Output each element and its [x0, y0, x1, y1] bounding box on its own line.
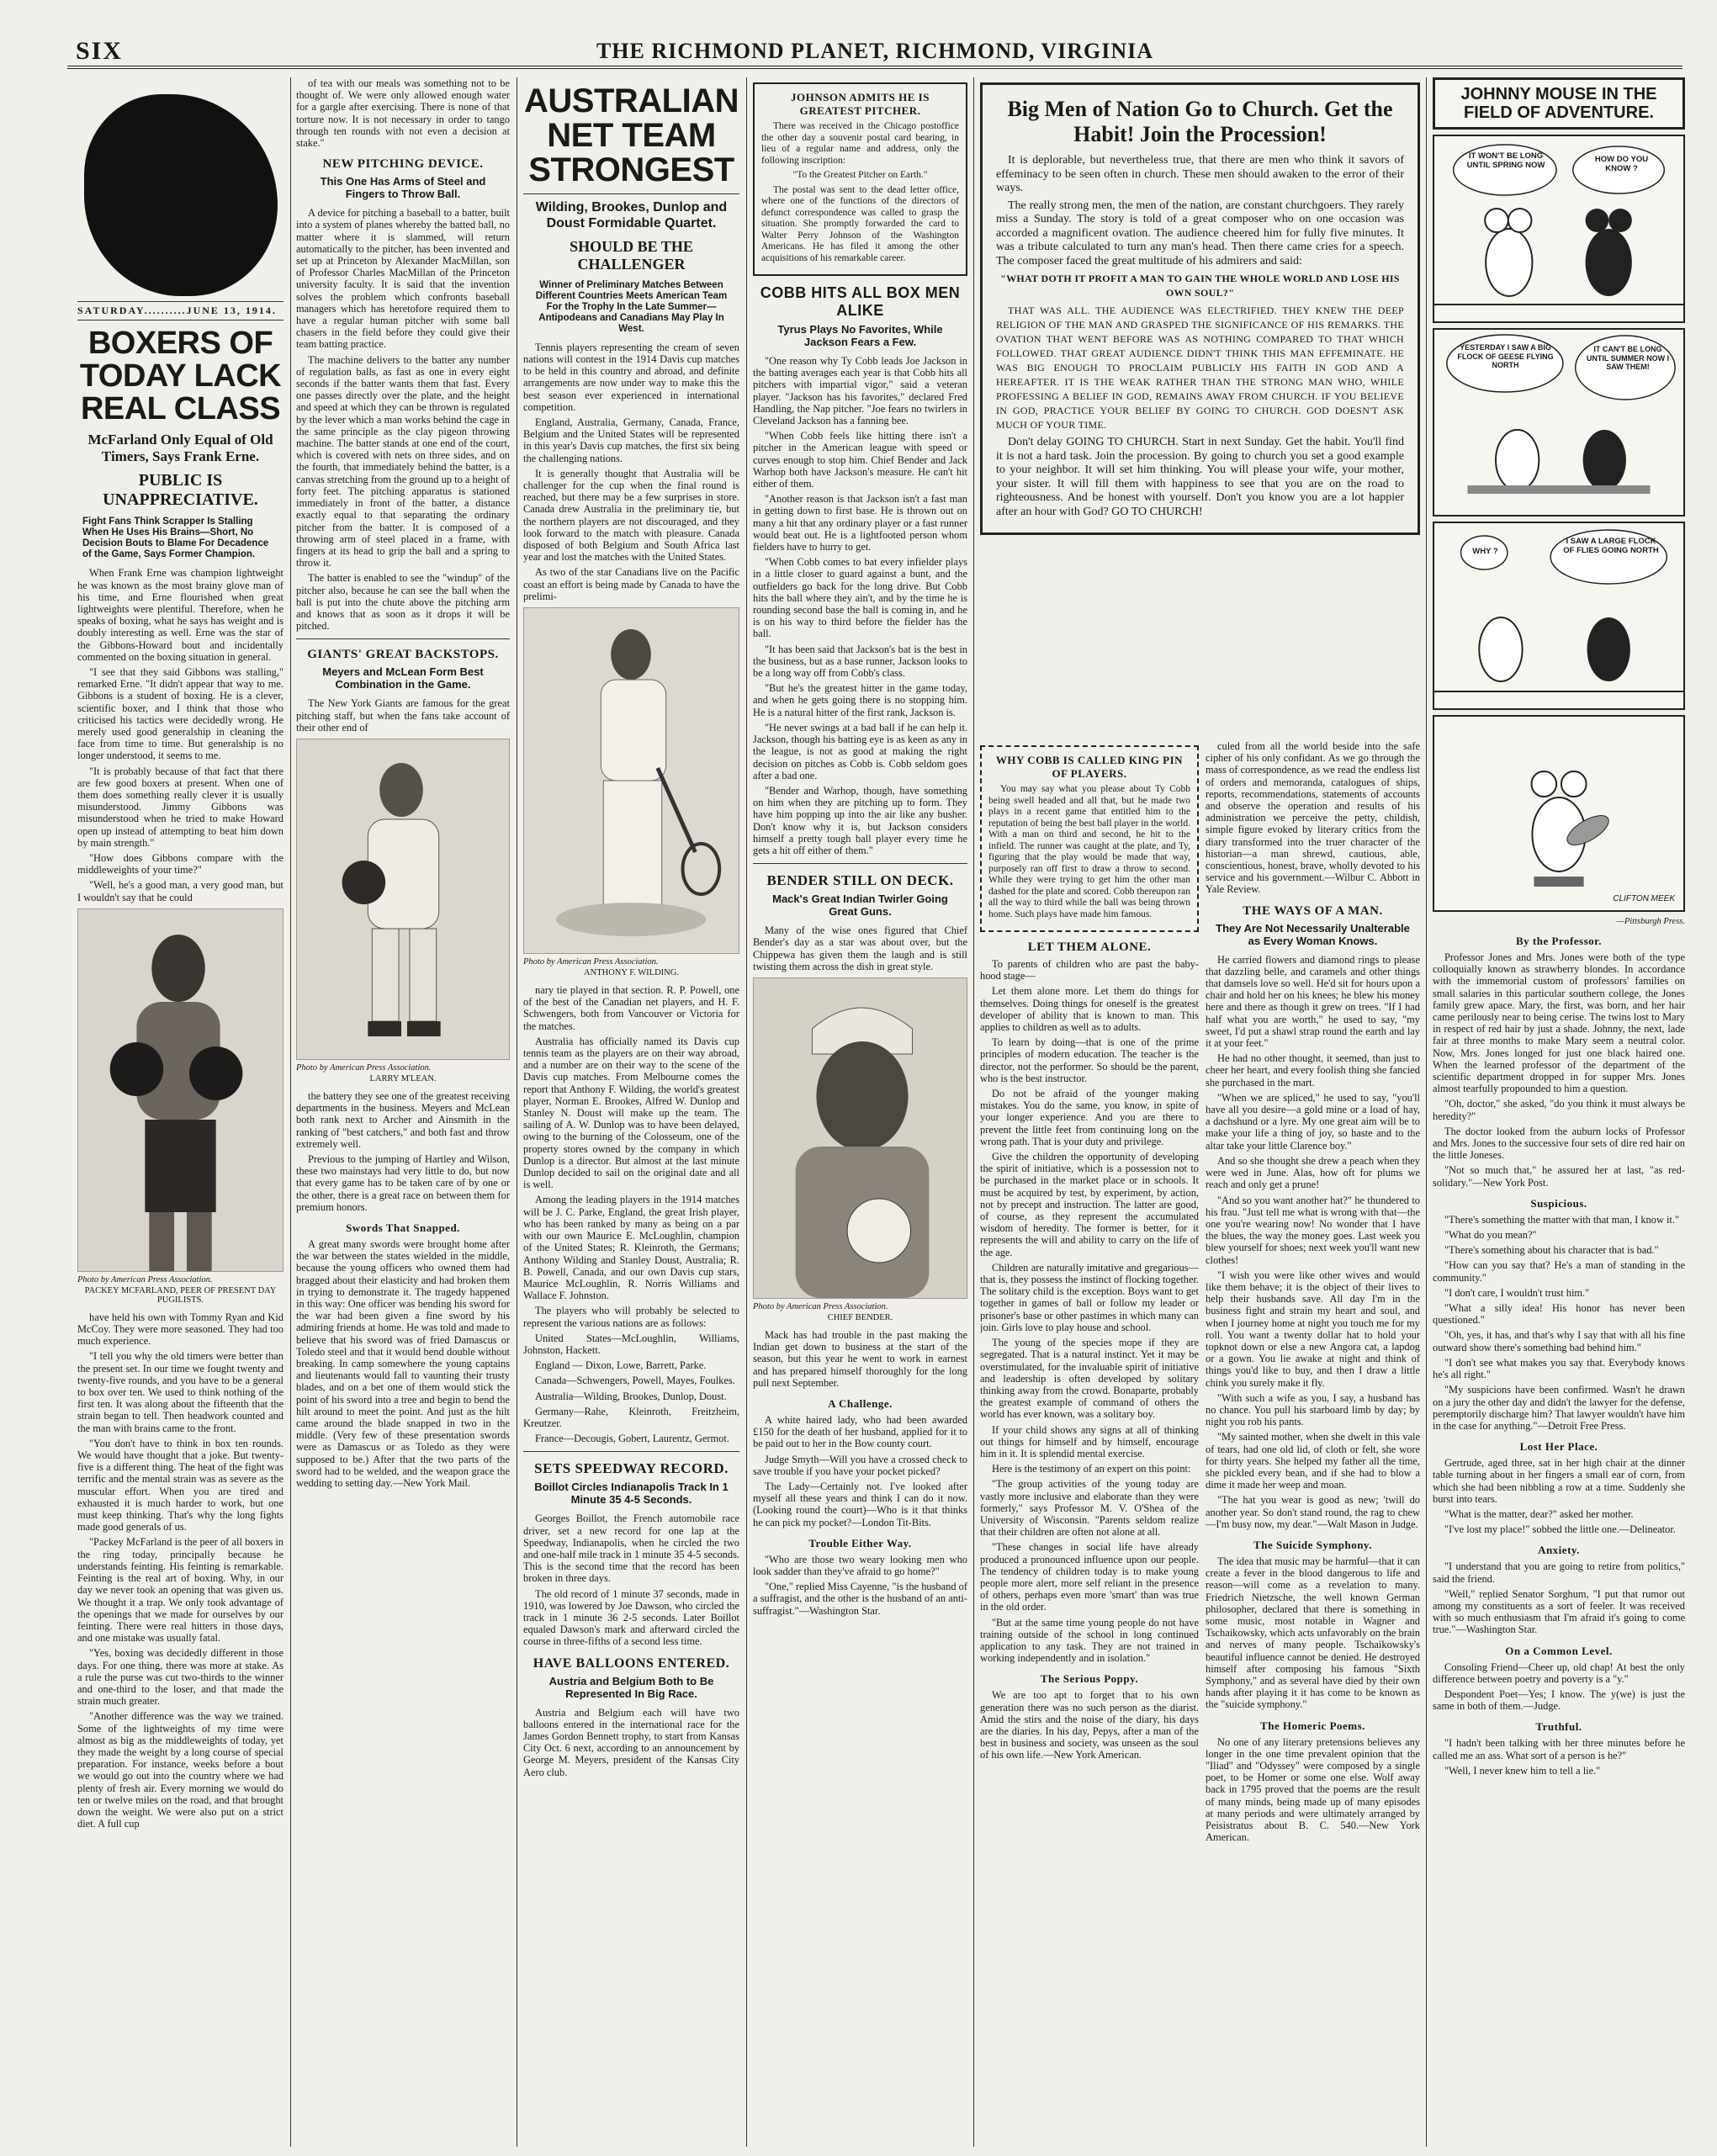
paragraph: "How does Gibbons compare with the middleweights of your time?"	[77, 852, 284, 877]
paragraph: A device for pitching a baseball to a batter, built into a system of planes whereby the batted ball, no matter where it is slammed, will return automatically to the pitcher, has been invented and set up at Princeton by Alexander MacMillan, son of Professor Charles MacMillan of the Princeton university faculty. It is said that the invention solves the problem which confronts baseball managers which has heretofore required them to have a regular human pitcher with some ball chasers in the field before they could give their team batting practice.	[296, 207, 510, 351]
column-rule	[973, 77, 974, 2147]
photo-credit: Photo by American Press Association.	[523, 957, 659, 967]
tennis-player-figure	[524, 608, 739, 953]
headline-australian: AUSTRALIAN NET TEAM STRONGEST	[523, 84, 739, 194]
masthead	[67, 37, 1683, 69]
headline-anxiety: Anxiety.	[1538, 1544, 1580, 1557]
paragraph: Georges Boillot, the French automobile race driver, set a new record for one lap at the Speedway, Indianapolis, when he circled the two and one-half mile track in 1 minute 35 4-5 seconds. This is the second time that the record has been broken in three days.	[523, 1512, 739, 1585]
paragraph: "I don't care, I wouldn't trust him."	[1444, 1286, 1590, 1299]
deck-speedway: Boillot Circles Indianapolis Track In 1 Minute 35 4-5 Seconds.	[534, 1481, 729, 1507]
paragraph: "It has been said that Jackson's bat is the best in the business, but as a base runner, Jackson looks to be a long way off from Cobb's class.	[753, 643, 967, 680]
photo-credit: Photo by American Press Association.	[296, 1062, 432, 1073]
paragraph: "I hadn't been talking with her three minutes before he called me an ass. What sort of a person is he?"	[1433, 1737, 1685, 1761]
paragraph: "And so you want another hat?" he thundered to his frau. "Just tell me what is wrong with that—the one you're wearing now! No wonder that I have the blues, the way the money goes. Last week you blew yourself for shoes; next week you'll want new clothes!	[1206, 1194, 1420, 1266]
artist-signature: CLIFTON MEEK	[1613, 894, 1675, 903]
paragraph: The postal was sent to the dead letter office, where one of the functions of the directors of defunct correspondence was called to grasp the situation. She promptly forwarded the card to Walter Perry Johnson of the Washington Americans. He has filed it among the other acquisitions of his remarkable career.	[761, 184, 959, 263]
paragraph: It is deplorable, but nevertheless true, that there are men who think it savors of effeminacy to be seen often in church. These men should awaken to the error of their ways.	[996, 154, 1404, 194]
paragraph: "But he's the greatest hitter in the game today, and when he gets going there is no stopping him. He is a natural hitter of the first rank, Jackson is.	[753, 682, 967, 718]
paragraph: "Well, he's a good man, a very good man, but I wouldn't say that he could	[77, 879, 284, 903]
box-cobb-kingpin	[980, 745, 1199, 932]
paragraph: The Lady—Certainly not. I've looked after myself all these years and think I can do it now. (Looking round the court)—Who is it that thinks he can pick my pocket?—London Tit-Bits.	[753, 1480, 967, 1528]
dateline: SATURDAY..........JUNE 13, 1914.	[77, 301, 284, 320]
paragraph: THAT WAS ALL. THE AUDIENCE WAS ELECTRIFIED. THEY KNEW THE DEEP RELIGION OF THE MAN AND GRASPED THE SIGNIFICANCE OF HIS REMARKS. THE OVATION THAT WENT BEFORE WAS AS NOTHING COMPARED TO THAT WHICH FOLLOWED. THAT GREAT AUDIENCE DIDN'T THINK THIS MAN EFFEMINATE. HE WAS BIG ENOUGH TO PROCLAIM PUBLICLY HIS FAITH IN GOD AND A HEREAFTER. IT IS THE WEAK RATHER THAN THE STRONG MAN WHO, WHILE PROFESSING A BELIEF IN GOD, REMAINS AWAY FROM CHURCH. IF YOU BELIEVE IN GOD, PRACTICE YOUR BELIEF BY GOING TO CHURCH. GOD DOESN'T ASK MUCH OF YOUR TIME.	[996, 305, 1404, 431]
headline-speedway: SETS SPEEDWAY RECORD.	[534, 1460, 729, 1477]
column-7	[1433, 77, 1685, 2147]
headline-church: Big Men of Nation Go to Church. Get the Habit! Join the Procession!	[1007, 97, 1393, 146]
paragraph: "How can you say that? He's a man of standing in the community."	[1433, 1259, 1685, 1284]
paragraph: To learn by doing—that is one of the prime principles of modern education. The teacher is the director, not the performer. So should be the parent, who is the best instructor.	[980, 1036, 1199, 1084]
paragraph: "What do you mean?"	[1444, 1229, 1537, 1242]
paragraph: "One," replied Miss Cayenne, "is the husband of a suffragist, and the other is the husband of an anti-suffragist."—Washington Star.	[753, 1581, 967, 1617]
paragraph: You may say what you please about Ty Cobb being swell headed and all that, but he made two plays in a recent game that entitled him to the reputation of being the best ball player in the world. With a man on third and second, he hit to the infield. The runner was caught at the plate, and Ty, figuring that the play would be made that way, purposely ran off first to draw a throw to second. While they were trying to get him the other man dashed for the plate and scored. Cobb thereupon ran all the way to third while the ball was being thrown home. Such plays have made him famous.	[988, 784, 1190, 919]
headline-poppy: The Serious Poppy.	[1040, 1672, 1139, 1686]
paragraph: "The hat you wear is good as new; 'twill do another year. So don't stand round, the rag to chew—I'm busy now, my dear."—Walt Mason in Judge.	[1206, 1494, 1420, 1530]
deck-cobb: Tyrus Plays No Favorites, While Jackson Fears a Few.	[777, 323, 943, 348]
paragraph: "Not so much that," he assured her at last, "as red-solidary."—New York Post.	[1433, 1164, 1685, 1189]
comic-panel-4	[1433, 715, 1685, 912]
paragraph: Gertrude, aged three, sat in her high chair at the dinner table turning about in her fingers a small ear of corn, from which she had been nibbling a row at a time. Suddenly she burst into tears.	[1433, 1457, 1685, 1505]
paragraph: He had no other thought, it seemed, than just to cheer her heart, and every foolish thing she fancied she purchased in the mart.	[1206, 1052, 1420, 1089]
paragraph: The New York Giants are famous for the great pitching staff, but when the fans take account of their other end of	[296, 697, 510, 734]
speech-bubble: YESTERDAY I SAW A BIG FLOCK OF GEESE FLYING NORTH	[1457, 343, 1554, 369]
deck-boxers-2: PUBLIC IS UNAPPRECIATIVE.	[103, 471, 258, 510]
paragraph: Professor Jones and Mrs. Jones were both of the type colloquially known as strawberry blondes. In accordance with the immemorial custom of professors' families on small salaries in this particular southern college, the Jones family grew apace. Mary, the first, was born, and her hair came perilously near to being cerise. The twins lost to Mary in respect of red hair by just a shade. Johnny, the next, lade fair at three months to make Mary seem a neutral color. Now, Mrs. Jones longed for just one black haired one. When the learned professor of the department of the scientific department dropped in for supper Mrs. Jones almost tearfully propounded to him a question.	[1433, 951, 1685, 1095]
paragraph: "What is the matter, dear?" asked her mother.	[1444, 1507, 1634, 1520]
headline-lost-place: Lost Her Place.	[1519, 1440, 1598, 1454]
paragraph: the battery they see one of the greatest receiving departments in the business. Meyers and McLean both rank next to Archer and Ainsmith in the ranking of "best catchers," and both fast and throw extremely well.	[296, 1089, 510, 1150]
headline-bender: BENDER STILL ON DECK.	[766, 872, 954, 889]
paragraph: The players who will probably be selected to represent the various nations are as follows:	[523, 1305, 739, 1329]
deck-australian-2: SHOULD BE THE CHALLENGER	[570, 238, 693, 273]
paragraph: Canada—Schwengers, Powell, Mayes, Foulkes.	[535, 1375, 735, 1387]
deck-bender: Mack's Great Indian Twirler Going Great Guns.	[772, 893, 948, 919]
deck-boxers-1: McFarland Only Equal of Old Timers, Says Frank Erne.	[87, 432, 273, 464]
divider	[753, 863, 967, 864]
paragraph: A white haired lady, who had been awarded £150 for the death of her husband, applied for it to be paid out to her in the Bow county court.	[753, 1413, 967, 1450]
paragraph: "With such a wife as you, I say, a husband has no chance. You pull his starboard limb by day; by night you rob his pants.	[1206, 1391, 1420, 1428]
paragraph: "The group activities of the young today are vastly more inclusive and elaborate than they were formerly," says Professor M. V. O'Shea of the University of Wisconsin. "Parents seldom realize that their children are often not alone at all.	[980, 1478, 1199, 1539]
newspaper-title: THE RICHMOND PLANET, RICHMOND, VIRGINIA	[596, 39, 1154, 63]
headline-balloons: HAVE BALLOONS ENTERED.	[533, 1655, 730, 1671]
paragraph: "There's something about his character that is bad."	[1444, 1244, 1659, 1257]
paragraph: "My sainted mother, when she dwelt in this vale of tears, had one old lid, of cloth or felt, she wore for thirty years. She helped my father all the time, she pickled every bean, and if she had to blow a dime it made her weep and moan.	[1206, 1431, 1420, 1491]
paragraph: England — Dixon, Lowe, Barrett, Parke.	[535, 1359, 707, 1372]
deck-australian-3: Winner of Preliminary Matches Between Different Countries Meets American Team For the Trophy In the Late Summer—Antipodeans and Canadians May Play In West.	[535, 279, 728, 334]
boxer-figure	[78, 909, 283, 1271]
speech-bubble: I SAW A LARGE FLOCK OF FLIES GOING NORTH	[1563, 537, 1659, 555]
headline-common-level: On a Common Level.	[1505, 1644, 1613, 1657]
paragraph: "Well," replied Senator Sorghum, "I put that rumor out among my constituents as a sort of feeler. It was received with so much enthusiasm that I'm afraid it's going to come true."—Washington Star.	[1433, 1587, 1685, 1636]
paragraph: "What a silly idea! His honor has never been questioned."	[1433, 1302, 1685, 1327]
headline-suspicious: Suspicious.	[1530, 1196, 1587, 1210]
photo-caption: CHIEF BENDER.	[827, 1312, 893, 1322]
photo-mcfarland	[77, 908, 284, 1272]
photo-caption: ANTHONY F. WILDING.	[584, 968, 679, 978]
column-3	[523, 77, 739, 2147]
speech-bubble: IT WON'T BE LONG UNTIL SPRING NOW	[1466, 151, 1545, 170]
paragraph: Don't delay GOING TO CHURCH. Start in next Sunday. Get the habit. You'll find it is not a hard task. Join the procession. By going to church you set a good example to your neighbor. It will set him thinking. You will please your wife, your mother, your sister. It will fill them with happiness to see that you are on the road to righteousness. And be honest with yourself. Don't you know you are a lot happier after an hour with God? GO TO CHURCH!	[996, 436, 1404, 518]
paragraph: The young of the species mope if they are segregated. That is a natural instinct. Yet it may be overstimulated, for the invaluable spirit of initiative and leadership is often developed by solitary thinking away from the crowd. Bonaparte, probably the greatest example of command of others the world has ever known, was a solitary boy.	[980, 1337, 1199, 1421]
paragraph: Australia—Wilding, Brookes, Dunlop, Doust.	[535, 1390, 727, 1402]
paragraph: "My suspicions have been confirmed. Wasn't he drawn on a jury the other day and didn't the lawyer for the defense, peremptorily discharge him? That lawyer wouldn't have him in the case for anything."—Detroit Free Press.	[1433, 1384, 1685, 1432]
paragraph: A great many swords were brought home after the war between the states wielded in the middle, because the young officers who owned them had bragged about their elasticity and had broken them in trying to demonstrate it. The tragedy happened in this way: One officer was bending his sword for the war had been given a fine sword by his admiring friends at home. He was told and made to believe that his sword was of fried Damascus or Toledo steel and that it would bend double without breaking. In camp somewhere the young captains and lieutenants would fall to vaunting their trusty blades, and on a bet one of them would stick the point of his sword into a tree and begin to bend the hilt around to meet the point. And just as the hilt came around the blade snapped in two in the middle. (Very few of these presentation swords were as Damascus or as Toledo as they were supposed to be.) After that the two parts of the sword had to be welded, and the weapon grace the wedding to setting day.—New York Mail.	[296, 1237, 510, 1490]
paragraph: Let them alone more. Let them do things for themselves. Doing things for oneself is the greatest developer of ability that is known to man. This applies to children as well as to adults.	[980, 985, 1199, 1034]
paragraph: Among the leading players in the 1914 matches will be J. C. Parke, England, the great Irish player, who has been ranked by many as being on a par with our own Maurice E. McLoughlin, champion of the United States; R. Kleinroth, the Germans; Anthony Wilding and Stanley Doust, Australia; R. B. Powell, Canada, and our own Davis cup stars, Maurice McLoughlin, R. Norris Williams and Wallace F. Johnston.	[523, 1194, 739, 1302]
paragraph: To parents of children who are past the baby-hood stage—	[980, 958, 1199, 983]
headline-boxers: BOXERS OF TODAY LACK REAL CLASS	[79, 326, 282, 426]
speech-bubble: IT CAN'T BE LONG UNTIL SUMMER NOW I SAW THEM!	[1586, 345, 1670, 371]
paragraph: We are too apt to forget that to his own generation there was no such person as the diarist. Amid the stirs and the noise of the diary, his days are the diaries. In his day, Pepys, after a man of the best in business and society, was unseen as the soul of his own life.—New York American.	[980, 1689, 1199, 1761]
column-5	[980, 740, 1199, 2147]
column-4	[753, 77, 967, 2147]
article-boxers-part1	[77, 567, 284, 903]
headline-professor: By the Professor.	[1515, 935, 1603, 947]
pitcher-portrait	[754, 978, 967, 1298]
paragraph: "To the Greatest Pitcher on Earth."	[792, 170, 928, 180]
paragraph: England, Australia, Germany, Canada, France, Belgium and the United States will be represented in this year's Davis cup matches, the first six being the challenging nations.	[523, 416, 739, 464]
headline-pitching-device: NEW PITCHING DEVICE.	[322, 157, 484, 172]
photo-credit: Photo by American Press Association.	[77, 1274, 213, 1285]
deck-australian-1: Wilding, Brookes, Dunlop and Doust Formidable Quartet.	[535, 200, 728, 231]
headline-swords: Swords That Snapped.	[346, 1221, 460, 1234]
paragraph: "Oh, doctor," she asked, "do you think it must always be heredity?"	[1433, 1098, 1685, 1122]
paragraph: Consoling Friend—Cheer up, old chap! At best the only difference between poetry and poverty is a "y."	[1433, 1661, 1685, 1685]
paragraph: of tea with our meals was something not to be thought of. We were only allowed enough water for a gargle after exercising. There is none of that torture now. It is not necessary in order to tango through ten rounds with not even a decision at stake."	[296, 77, 510, 150]
paragraph: Despondent Poet—Yes; I know. The y(we) is just the same in both of them.—Judge.	[1433, 1687, 1685, 1713]
paragraph: Children are naturally imitative and gregarious—that is, they possess the instinct of flocking together. The solitary child is the exception. Boys want to get together in games of ball or follow my leader or prisoner's base or other pastimes in which many can join. Girls love to play house and school.	[980, 1261, 1199, 1333]
column-1	[77, 77, 284, 2147]
photo-caption: PACKEY MCFARLAND, PEER OF PRESENT DAY PUGILISTS.	[84, 1285, 277, 1305]
paragraph: "There's something the matter with that man, I know it."	[1444, 1213, 1680, 1226]
catcher-figure	[297, 739, 509, 1059]
deck-balloons: Austria and Belgium Both to Be Represented In Big Race.	[548, 1674, 714, 1700]
paragraph: The idea that music may be harmful—that it can create a fever in the blood dangerous to life and reason—will come as a revelation to many. Friedrich Nietzsche, the well known German philosopher, declared that there is something in some music, most notable in Wagner and Tschaikowsky, which acts unfavorably on the brain and nerves of many people. Tschaikowsky's beautiful influence cannot be denied. He destroyed himself after composing his famous "Sixth Symphony," and as several have died by their own hands after playing it it has come to be known as the "suicide symphony."	[1206, 1555, 1420, 1711]
paragraph: The machine delivers to the batter any number of regulation balls, as fast as one in every eight seconds if the batter wants them that fast. Every one passes directly over the plate, and the height and speed at which they can be thrown is regulated by the lever which a man works behind the cage in the same principle as the clay pigeon throwing machine. The batter stands at one end of the court, which is covered with nets on three sides, and on the fourth, that immediately behind the batter, is a canvas stretching from the ground up to a height of forty feet. The pitching apparatus is stationed immediately in front of the batter, a distance exactly equal to that separating the ordinary pitcher from the batter. It is composed of a throwing arm of steel placed in a frame, with fingers at its head to grip the ball and a spring to throw it.	[296, 353, 510, 569]
strip-credit: —Pittsburgh Press.	[1616, 917, 1685, 926]
paragraph: "When Cobb comes to bat every infielder plays in a little closer to guard against a bunt, and the outfielders go back for the long drive. But Cobb hits the ball where they ain't, and by the time he is rounding second base the ball is coming in, and he is on his way to third before the fielder has the ball.	[753, 556, 967, 640]
headline-trouble: Trouble Either Way.	[808, 1536, 912, 1549]
church-box-area	[980, 77, 1420, 750]
photo-bender	[753, 977, 967, 1299]
paragraph: Australia has officially named its Davis cup tennis team as the players are on their way abroad, and a number are on their way to the scene of the Davis cup matches. From Melbourne comes the report that Anthony F. Wilding, the world's greatest player, Norman E. Brookes, Alfred W. Dunlop and Stanley N. Doust will make up the team. The sailing of A. W. Dunlop was to have been delayed, owing to the burning of the Colosseum, one of the property stores owned by the company in which Dunlop is a director. But almost at the last minute Dunlop decided to sail on the original date and all is well.	[523, 1035, 739, 1191]
paragraph: Previous to the jumping of Hartley and Wilson, these two mainstays had very little to do, but now that every game has to be taken care of by one or the other, there is a great race on between them for premium honors.	[296, 1152, 510, 1213]
paragraph: The old record of 1 minute 37 seconds, made in 1910, was lowered by Joe Dawson, who circled the track in 1 minute 36 2-5 seconds. Later Boillot equaled Dawson's mark and afterward circled the course in three-fifths of a second less time.	[523, 1587, 739, 1648]
divider	[296, 638, 510, 639]
headline-suicide-symphony: The Suicide Symphony.	[1253, 1538, 1372, 1551]
paragraph: "He never swings at a bad ball if he can help it. Jackson, though his batting eye is as keen as any in the league, is not as good at making the right decision on pitches as Cobb is. Cobb seldom goes after a bad one.	[753, 721, 967, 781]
headline-ways-of-a-man: THE WAYS OF A MAN.	[1243, 903, 1383, 918]
paragraph: "Packey McFarland is the peer of all boxers in the ring today, principally because he understands feinting. His feinting is remarkable. Feinting is the real art of boxing. Why, in our day we never took an opening that was given us. We thought it a trap. We only took advantage of the openings that we made for ourselves by our feinting. There were real hitters in those days, and one mistake was usually fatal.	[77, 1536, 284, 1645]
paragraph: The really strong men, the men of the nation, are constant churchgoers. They rarely miss a Sunday. The story is told of a great composer who on one occasion was accorded a magnificent ovation. The audience cheered him for fully five minutes. It was a tribute calculated to turn any man's head. Then there came cries for a speech. The composer faced the great multitude of his admirers and said:	[996, 199, 1404, 268]
comic-panel-1	[1433, 135, 1685, 323]
column-rule	[1426, 77, 1427, 2147]
paragraph: Do not be afraid of the younger making mistakes. You do the same, you know, in spite of your longer experience. And you are there to prevent the little feet from continuing long on the wrong path. That is your duty and privilege.	[980, 1088, 1199, 1147]
divider	[523, 1451, 739, 1452]
article-boxers-part2	[77, 1311, 284, 1830]
paragraph: When Frank Erne was champion lightweight he was known as the most brainy glove man of his time, and Erne flourished when great lightweights were plentiful. Therefore, when he speaks of boxing, what he says has weight and is doubly interesting as well. Erne was the star of the Gibbons-Howard bout and incidentally commented on the boxing situation in general.	[77, 567, 284, 663]
paragraph: The doctor looked from the auburn locks of Professor and Mrs. Jones to the successive four sets of dire red hair on the little Joneses.	[1433, 1125, 1685, 1162]
paragraph: "I understand that you are going to retire from politics," said the friend.	[1433, 1560, 1685, 1585]
headline-cobb: COBB HITS ALL BOX MEN ALIKE	[760, 284, 961, 319]
photo-mclean	[296, 739, 510, 1060]
headline-truthful: Truthful.	[1535, 1720, 1582, 1734]
paragraph: United States—McLoughlin, Williams, Johnston, Hackett.	[523, 1332, 739, 1356]
paragraph: Judge Smyth—Will you have a crossed check to save trouble if you have your pocket picked?	[753, 1453, 967, 1477]
paragraph: "Another difference was the way we trained. Some of the lightweights of my time were almost as big as the middleweights of today, yet they made the weight by a long course of special preparation. For instance, weeks before a bout we would go out into the country where we had plenty of fresh air. Every morning we would do ten or twelve miles on the road, and that brought down the weight. We were also put on a strict diet. A full cup	[77, 1710, 284, 1830]
paragraph: "I don't see what makes you say that. Everybody knows he's all right."	[1433, 1356, 1685, 1381]
paragraph: "When Cobb feels like hitting there isn't a pitcher in the American league with speed or curves enough to stop him. Chief Bender and Jack Warhop both have Jackson's measure. He can't hit either of them.	[753, 430, 967, 490]
headline-homeric: The Homeric Poems.	[1260, 1719, 1365, 1732]
deck-pitching-device: This One Has Arms of Steel and Fingers to Throw Ball.	[320, 175, 486, 201]
paragraph: And so she thought she drew a peach when they were wed in June. Alas, how oft for plums we reach and only get a prune!	[1206, 1154, 1420, 1191]
paragraph: Germany—Rahe, Kleinroth, Freitzheim, Kreutzer.	[523, 1405, 739, 1429]
column-6	[1206, 740, 1420, 2147]
paragraph: Austria and Belgium each will have two balloons entered in the international race for the James Gordon Bennett trophy, to start from Kansas City Oct. 6 next, according to an announcement by George M. Meyers, president of the Kansas City Aero club.	[523, 1706, 739, 1778]
headline-kingpin: WHY COBB IS CALLED KING PIN OF PLAYERS.	[995, 754, 1184, 780]
column-rule	[290, 77, 291, 2147]
paragraph: As two of the star Canadians live on the Pacific coast an effort is being made by Canada to have the prelimi-	[523, 566, 739, 602]
paragraph: France—Decougis, Gobert, Laurentz, Germot.	[535, 1433, 729, 1445]
paragraph: Mack has had trouble in the past making the Indian get down to business at the start of the season, but this year he went to work in earnest and has prepared himself thoroughly for the long pull next September.	[753, 1328, 967, 1389]
photo-wilding	[523, 607, 739, 954]
paragraph: "Yes, boxing was decidedly different in those days. For one thing, there was more at stake. As a rule the purse was cut two-thirds to the winner and one-third to the loser, and that made the strain much greater.	[77, 1647, 284, 1708]
headline-giants: GIANTS' GREAT BACKSTOPS.	[307, 648, 499, 662]
paragraph: Give the children the opportunity of developing the spirit of initiative, which is a possession not to be purchased in the market place or in schools. It must be acquired by test, by experiment, by action, not by precept and instruction. The latter are good, of course, as they represent the accumulated wisdom of heredity. The former is better, for it represents the will and ability to carry on the life of the age.	[980, 1151, 1199, 1258]
paragraph: "You don't have to think in box ten rounds. We would have thought that a joke. But twenty-five is a different thing. The heat of the fight was terrific and the mental strain was as severe as the muscular effort. When you are tired and exhausted it is much harder to work, but one must keep thinking. That's why the long fights made good generals of us.	[77, 1437, 284, 1534]
blotted-area	[84, 94, 278, 296]
photo-credit: Photo by American Press Association.	[753, 1301, 888, 1311]
paragraph: have held his own with Tommy Ryan and Kid McCoy. They were more seasoned. They had too much experience.	[77, 1311, 284, 1348]
paragraph: No one of any literary pretensions believes any longer in the one time prevalent opinion that the "Iliad" and "Odyssey" were composed by a single poet, to be Homer or some one else. Wolf away back in 1795 proved that the poems are the result of many minds, being made up of many episodes at many periods and were ultimately arranged by Peisistratus about B. C. 540.—New York American.	[1206, 1735, 1420, 1844]
paragraph: "I tell you why the old timers were better than the present set. In our time we fought twenty and twenty-five rounds, and you have to be a general to box over ten. We used to think nothing of the first ten. It was along about the fifteenth that the strain began to tell. Then headwork counted and the man with brains came to the front.	[77, 1350, 284, 1434]
paragraph: "Another reason is that Jackson isn't a fast man in getting down to first base. He is thrown out on many a hit that any ordinary player or a fast runner would beat out. He is a lightfooted person whom fielders have to hurry to get.	[753, 493, 967, 554]
paragraph: nary tie played in that section. R. P. Powell, one of the best of the Canadian net players, and H. F. Schwengers, both from Vancouver or Victoria for the matches.	[523, 984, 739, 1032]
column-rule	[746, 77, 747, 2147]
speech-bubble: WHY ?	[1472, 547, 1498, 556]
deck-giants: Meyers and McLean Form Best Combination in the Game.	[322, 665, 484, 691]
paragraph: He carried flowers and diamond rings to please that dazzling belle, and caramels and other things that damsels love so well. He'd sit for hours upon a chair and hold her on his knees; he blew his money here and there as though it grew on trees. "If I had half what you are worth," he used to say, "my sweet, I'd put a shawl strap round the earth and lay it at your feet."	[1206, 953, 1420, 1050]
paragraph: "Well, I never knew him to tell a lie."	[1444, 1764, 1601, 1777]
paragraph: "I wish you were like other wives and would like them behave; it is the object of their lives to help their husbands save. All day I'm in the business fight and strain my heart and soul, and when I journey home at night you touch me for my roll. You want a twenty dollar hat to hold your topknot down or else a new Angora cat, a lapdog or a gown. You lie awake at night and think of things you'd like to buy, and then I draw a little chink you surely make it fly.	[1206, 1269, 1420, 1389]
headline-challenge: A Challenge.	[828, 1396, 893, 1410]
deck-ways-of-a-man: They Are Not Necessarily Unalterable as Every Woman Knows.	[1216, 921, 1410, 947]
paragraph: "Who are those two weary looking men who look sadder than they've afraid to go home?"	[753, 1553, 967, 1577]
headline-let-them-alone: LET THEM ALONE.	[1027, 940, 1152, 954]
box-church	[980, 82, 1420, 535]
headline-johnson: JOHNSON ADMITS HE IS GREATEST PITCHER.	[791, 91, 930, 117]
photo-caption: LARRY M'LEAN.	[369, 1073, 437, 1083]
paragraph: It is generally thought that Australia will be challenger for the cup when the final round is reached, but there may be a few surprises in store. Canada drew Australia in the preliminary tie, but the northern players are not discouraged, and they look forward to the match with pleasure. Canada disposed of both Belgium and South Africa last year and lost the matches with the United States.	[523, 467, 739, 564]
comic-panel-2	[1433, 328, 1685, 516]
paragraph: The batter is enabled to see the "windup" of the pitcher also, because he can see the ball when the ball is put into the chute above the pitching arm and knows that as soon as it drops it will be pitched.	[296, 572, 510, 633]
comic-strip-title: JOHNNY MOUSE IN THE FIELD OF ADVENTURE.	[1433, 77, 1685, 130]
mice-fiddle-art	[1434, 717, 1683, 910]
paragraph: Many of the wise ones figured that Chief Bender's day as a star was about over, but the Chippewa has given them the laugh and is still twisting them across the dish in great style.	[753, 924, 967, 972]
paragraph: "One reason why Ty Cobb leads Joe Jackson in the batting averages each year is that Cobb hits all pitchers with impartial vigor," said a veteran player. "Jackson has his favorites," declared Fred Handling, the Nap pitcher. "Joe fears no twirlers in Cleveland Jackson has a fanning bee.	[753, 355, 967, 427]
paragraph: Tennis players representing the cream of seven nations will contest in the 1914 Davis cup matches to be held in this country and abroad, and definite arrangements are now under way to make this the best season ever experienced in international competition.	[523, 341, 739, 413]
paragraph: "But at the same time young people do not have training outside of the school in long continued application to any task. They are not trained in working independently and in isolation."	[980, 1616, 1199, 1665]
paragraph: There was received in the Chicago postoffice the other day a souvenir postal card bearing, in lieu of a regular name and address, only the following inscription:	[761, 121, 959, 166]
paragraph: "These changes in social life have already produced a pronounced influence upon our people. The tendency of children today is to make young people more alert, more self reliant in the presence of others, perhaps even more 'smart' than was true in the old order.	[980, 1541, 1199, 1613]
comic-panel-3	[1433, 522, 1685, 710]
paragraph: "Bender and Warhop, though, have something on him when they are pitching up to form. They have him popping up into the air like any busher. Don't know why it is, but Jackson considers himself a pretty tough ball player every time he gets a hit off either of them."	[753, 784, 967, 856]
paragraph: If your child shows any signs at all of thinking out things for himself and by himself, encourage him in it. It is splendid mental exercise.	[980, 1423, 1199, 1459]
deck-boxers-3: Fight Fans Think Scrapper Is Stalling When He Uses His Brains—Short, No Decision Bouts to Blame For Decadence of the Game, Says Former Champion.	[82, 516, 269, 560]
paragraph: "It is probably because of that fact that there are few good boxers at present. When one of them does something really clever it is usually misunderstood. Jimmy Gibbons was misunderstood when he tried to make Howard open up instead of attempting to beat him down by main strength."	[77, 765, 284, 849]
paragraph: "Oh, yes, it has, and that's why I say that with all his fine outward show there's something bad behind him."	[1433, 1329, 1685, 1353]
paragraph: "I see that they said Gibbons was stalling," remarked Erne. "It didn't appear that way to me. Gibbons is a student of boxing. He is a clever, scientific boxer, and I think that those who criticised his tactics were decidedly wrong. He merely used good generalship in cleaning the face from time to time. But generalship is no longer understood, it seems to me.	[77, 665, 284, 762]
speech-bubble: HOW DO YOU KNOW ?	[1594, 155, 1649, 173]
box-johnson	[753, 82, 967, 276]
paragraph: "WHAT DOTH IT PROFIT A MAN TO GAIN THE WHOLE WORLD AND LOSE HIS OWN SOUL?"	[1000, 273, 1400, 299]
paragraph: culed from all the world beside into the safe cipher of his only confidant. As we go through the mass of correspondence, as we read the endless list of orders and memoranda, catalogues of ships, reports, recommendations, statements of accounts and observe the operation and results of his administration we perceive the petty, childish, simple figure evoked by literary critics from the diary transformed into the truer character of the historian—a man shrewd, cautious, able, conscientious, honest, brave, wholly devoted to his service and his government.—Wilbur C. Abbott in Yale Review.	[1206, 740, 1420, 896]
column-2	[296, 77, 510, 2147]
paragraph: "I've lost my place!" sobbed the little one.—Delineator.	[1444, 1523, 1676, 1536]
paragraph: Here is the testimony of an expert on this point:	[992, 1463, 1191, 1475]
page-number: SIX	[76, 37, 124, 65]
paragraph: "When we are spliced," he used to say, "you'll have all you desire—a gold mine or a load of hay, a dachshund or a lyre. My one great aim will be to make your life a thing of joy, so haste and to the altar take your little Clarence boy."	[1206, 1091, 1420, 1152]
